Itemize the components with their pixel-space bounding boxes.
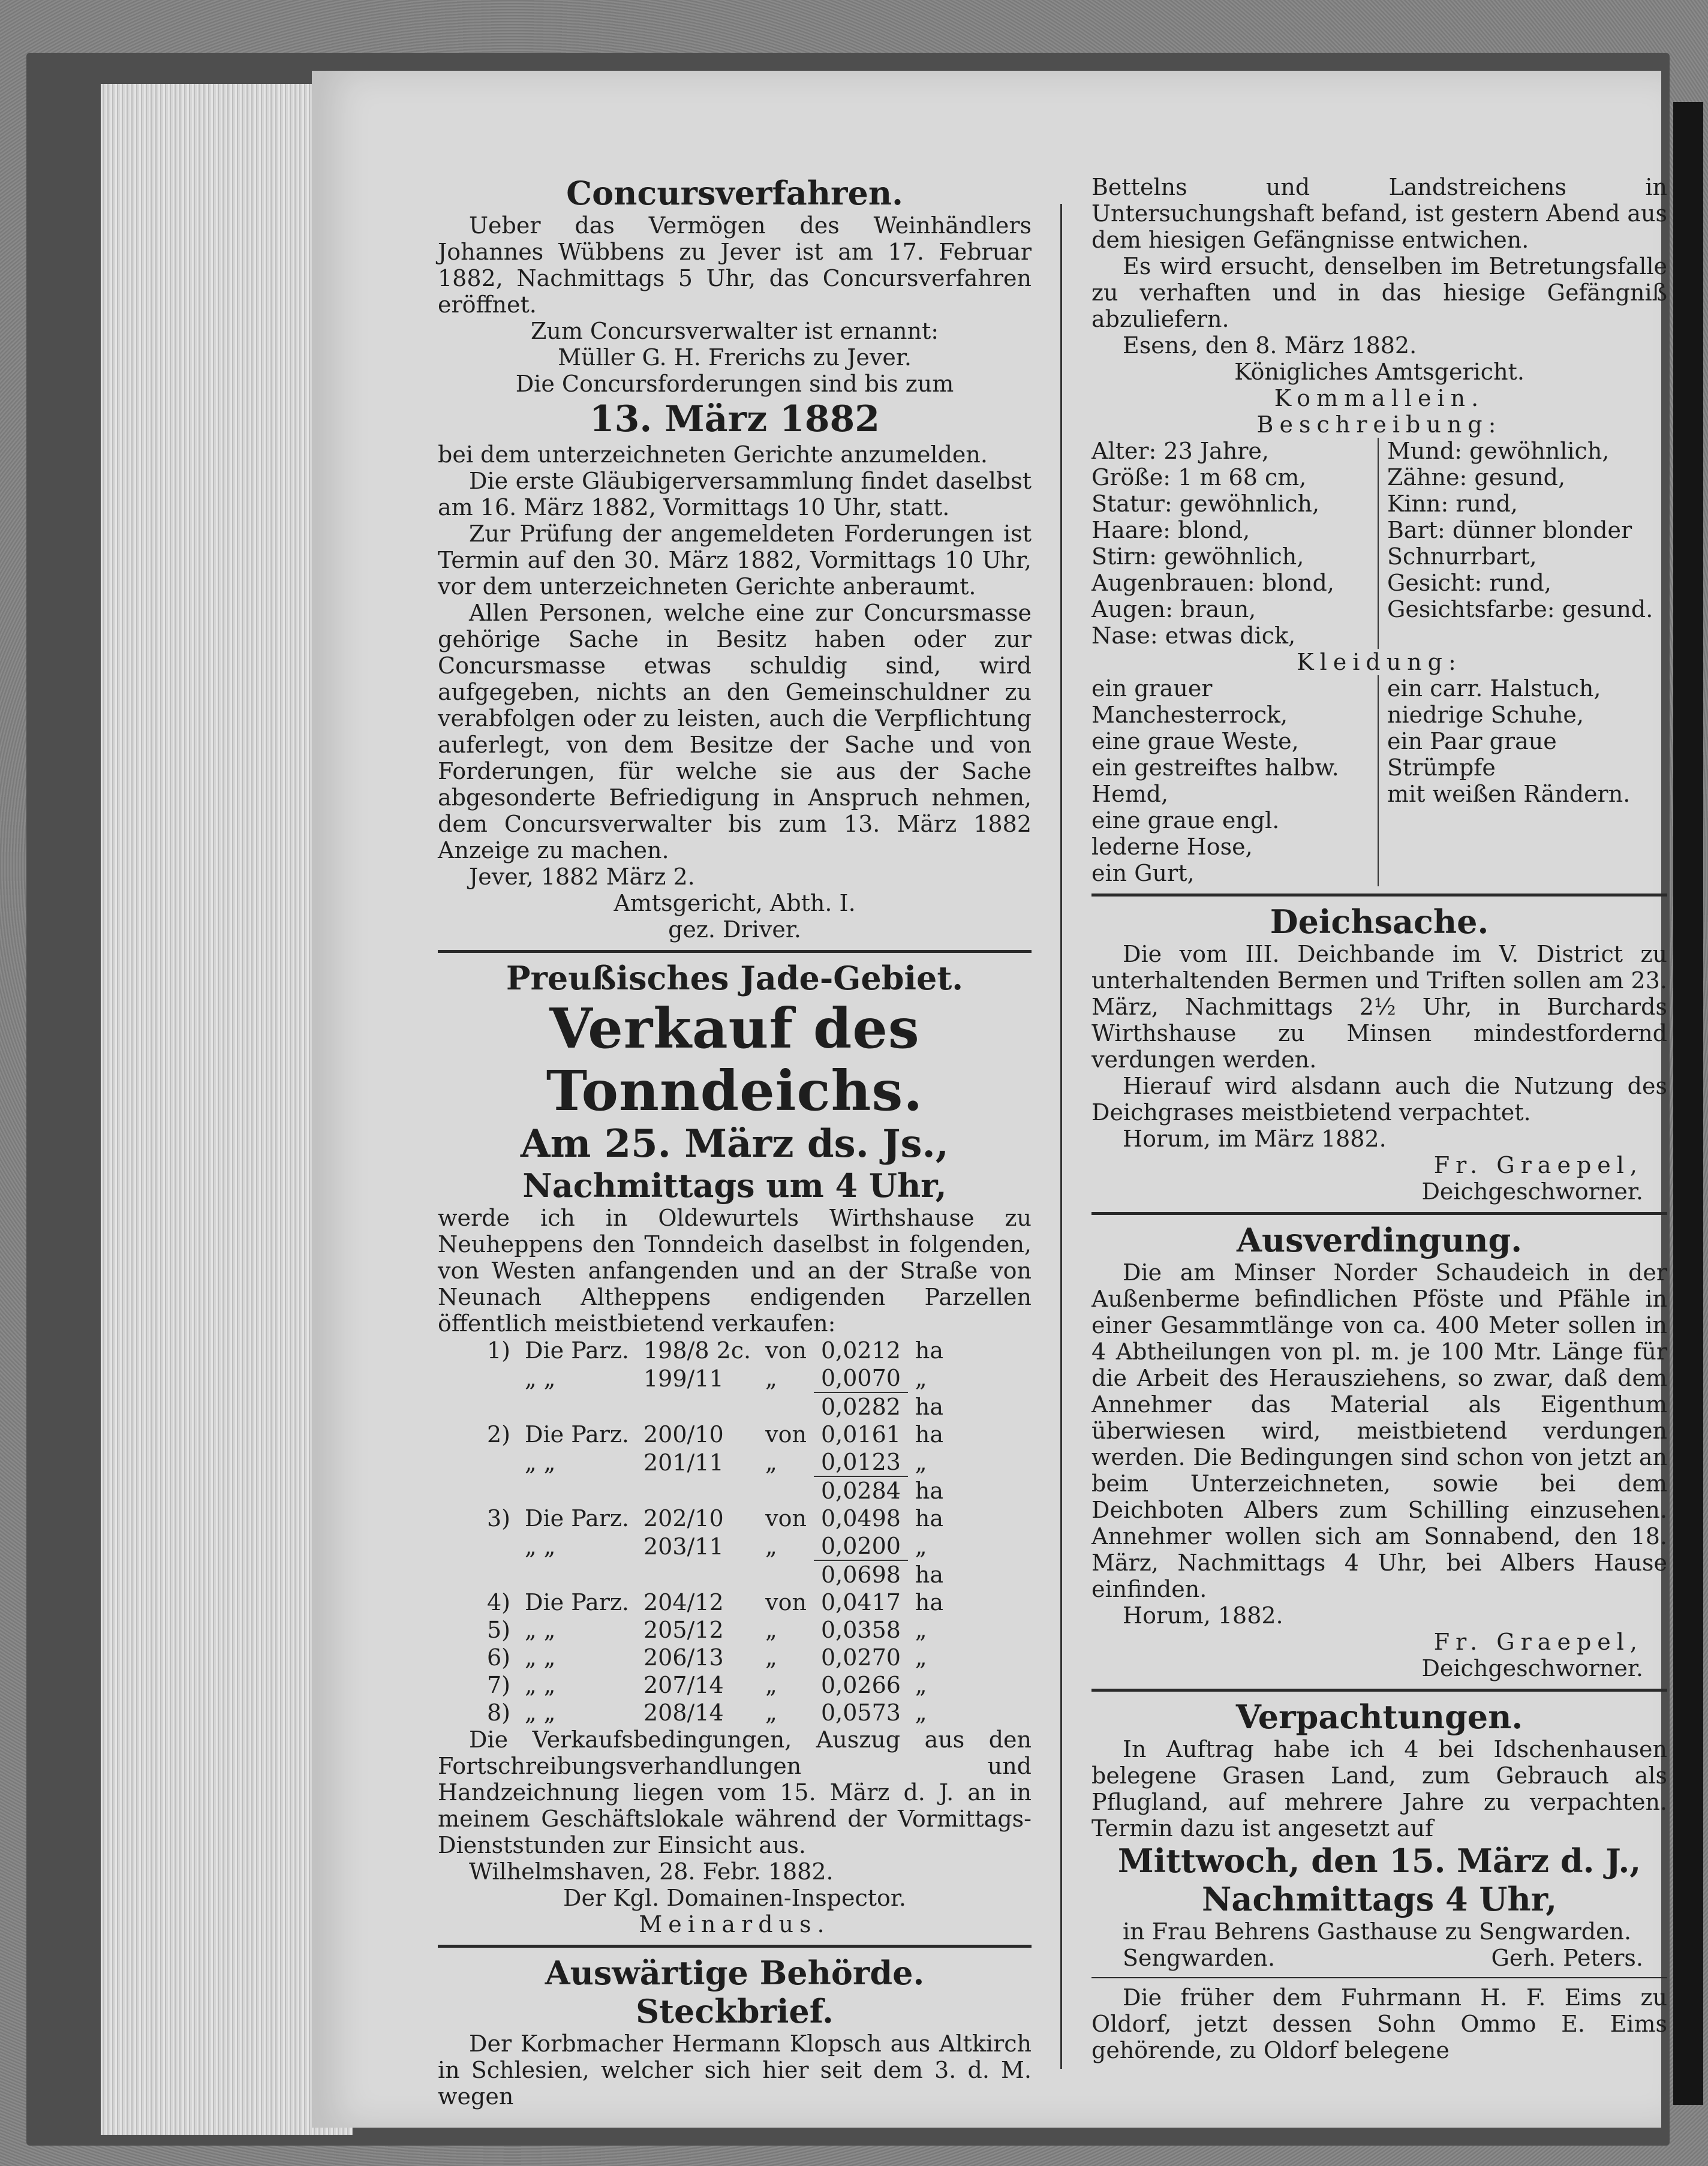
besch-left-item: Größe: 1 m 68 cm, <box>1091 464 1307 491</box>
concurs-p7: Zur Prüfung der angemeldeten Forderungen ist Termin auf den 30. März 1882, Vormittags 10 Uhr, vor dem unterzeichneten Gerichte anberaumt. <box>438 521 1032 600</box>
besch-left-item: Haare: blond, <box>1091 517 1250 543</box>
ausverd-p1: Die am Minser Norder Schaudeich in der Außenberme befindlichen Pföste und Pfähle in einer Gesammtlänge von ca. 400 Meter sollen in 4 Abtheilungen von pl. m. je 100 Mtr. Länge für die Arbeit des Herausziehens, so zwar, daß dem Annehmer das Material als Eigenthum überwiesen wird, meistbietend verdungen werden. Die Bedingungen sind schon von jetzt an beim Unterzeichneten, sowie bei dem Deichboten Albers zum Schilling einzusehen. Annehmer wollen sich am Sonnabend, den 18. März, Nachmittags 4 Uhr, bei Albers Hause einfinden. <box>1091 1259 1667 1602</box>
steck-p1: Bettelns und Landstreichens in Untersuchungshaft befand, ist gestern Abend aus dem hiesigen Gefängnisse entwichen. <box>1091 174 1667 253</box>
parcel-label: Die Parz. <box>525 1505 629 1532</box>
right-column <box>1091 174 1667 2063</box>
parcel-label: Die Parz. <box>525 1337 629 1364</box>
auswaertig-notice <box>438 1954 1032 2110</box>
verpacht-notice <box>1091 1698 1667 1971</box>
parcel-no <box>480 1560 518 1589</box>
ausverd-notice <box>1091 1221 1667 1681</box>
verpacht-place: Sengwarden. <box>1123 1945 1276 1971</box>
deich-title: Deichsache. <box>1270 902 1489 941</box>
concurs-p1: Ueber das Vermögen des Weinhändlers Johannes Wübbens zu Jever ist am 17. Februar 1882, Nachmittags 5 Uhr, das Concursverfahren eröffnet. <box>438 212 1032 318</box>
parcel-row <box>480 1421 951 1448</box>
parcel-row <box>480 1337 951 1364</box>
section-rule-thin <box>1091 1977 1667 1978</box>
tonndeich-title: Verkauf des Tonndeichs. <box>546 996 924 1123</box>
steck-court: Königliches Amtsgericht. <box>1234 359 1524 385</box>
concurs-place: Jever, 1882 März 2. <box>469 864 695 890</box>
parcel-label: Die Parz. <box>525 1589 629 1616</box>
parcel-number: 203/11 <box>643 1533 724 1560</box>
parcel-number: 198/8 2c. <box>643 1337 751 1364</box>
parcel-no: 6) <box>487 1644 511 1671</box>
steckbrief-continued <box>1091 174 1667 886</box>
parcel-number: 201/11 <box>643 1449 724 1476</box>
parcel-number <box>636 1392 758 1421</box>
parcel-row <box>480 1589 951 1616</box>
kleid-right-item: mit weißen Rändern. <box>1387 781 1631 807</box>
parcel-von <box>758 1476 814 1505</box>
steck-p2: Es wird ersucht, denselben im Betretungsfalle zu verhaften und in das hiesige Gefängniß abzuliefern. <box>1091 253 1667 332</box>
parcel-unit: ha <box>915 1589 944 1616</box>
concurs-p6: Die erste Gläubigerversammlung findet daselbst am 16. März 1882, Vormittags 10 Uhr, statt. <box>438 468 1032 521</box>
besch-left-item: Alter: 23 Jahre, <box>1091 438 1269 464</box>
parcel-number: 199/11 <box>643 1365 724 1392</box>
section-rule <box>1091 1212 1667 1215</box>
parcel-hectares: 0,0417 <box>820 1589 901 1616</box>
tonndeich-date2: Nachmittags um 4 Uhr, <box>522 1166 947 1205</box>
last-notice <box>1091 1984 1667 2063</box>
deich-sign: Fr. Graepel, <box>1433 1152 1643 1178</box>
parcel-hectares: 0,0266 <box>820 1672 901 1698</box>
kleid-right-item: ein carr. Halstuch, <box>1387 675 1601 702</box>
parcel-label: „ „ <box>525 1449 556 1476</box>
auswaertig-p1: Der Korbmacher Hermann Klopsch aus Altkirch in Schlesien, welcher sich hier seit dem 3. d. M. wegen <box>438 2030 1032 2110</box>
besch-left-item: Augen: braun, <box>1091 596 1256 622</box>
parcel-unit: „ <box>915 1644 927 1671</box>
parcel-hectares: 0,0270 <box>820 1644 901 1671</box>
concurs-p8: Allen Personen, welche eine zur Concursmasse gehörige Sache in Besitz haben oder zur Concursmasse etwas schuldig sind, wird aufgegeben, nichts an den Gemeinschuldner zu verabfolgen oder zu leisten, auch die Verpflichtung auferlegt, von dem Besitze der Sache und von Forderungen, für welche sie aus der Sache abgesonderte Befriedigung in Anspruch nehmen, dem Concursverwalter bis zum 13. März 1882 Anzeige zu machen. <box>438 600 1032 864</box>
section-rule <box>1091 1689 1667 1692</box>
parcel-unit: „ <box>915 1365 927 1392</box>
parcel-no: 4) <box>487 1589 511 1616</box>
parcel-hectares: 0,0284 <box>814 1476 908 1505</box>
parcel-label: „ „ <box>525 1533 556 1560</box>
parcel-no <box>480 1476 518 1505</box>
steck-place: Esens, den 8. März 1882. <box>1123 332 1417 359</box>
parcel-label: „ „ <box>525 1644 556 1671</box>
parcel-label <box>518 1392 636 1421</box>
parcel-unit: ha <box>915 1421 944 1448</box>
left-column <box>438 174 1032 2110</box>
section-rule <box>438 950 1032 953</box>
tonndeich-sign: Meinardus. <box>639 1911 831 1938</box>
deich-notice <box>1091 902 1667 1205</box>
parcel-no: 3) <box>487 1505 511 1532</box>
besch-right-item: Zähne: gesund, <box>1387 464 1566 491</box>
parcel-von: von <box>765 1421 807 1448</box>
parcel-number: 202/10 <box>643 1505 724 1532</box>
kleid-head: Kleidung: <box>1297 649 1462 675</box>
tonndeich-notice <box>438 959 1032 1938</box>
section-rule <box>438 1945 1032 1948</box>
parcel-number: 207/14 <box>643 1672 724 1698</box>
parcel-von: „ <box>765 1672 777 1698</box>
deich-p1: Die vom III. Deichbande im V. District zu unterhaltenden Bermen und Triften sollen am 23. März, Nachmittags 2½ Uhr, in Burchards Wirthshause zu Minsen mindestfordernd verdungen werden. <box>1091 941 1667 1073</box>
parcel-row <box>480 1476 951 1505</box>
parcel-number: 206/13 <box>643 1644 724 1671</box>
parcel-von: „ <box>765 1644 777 1671</box>
parcel-von <box>758 1392 814 1421</box>
steck-sign: Kommallein. <box>1274 385 1485 411</box>
parcel-label: Die Parz. <box>525 1421 629 1448</box>
besch-head: Beschreibung: <box>1256 411 1502 438</box>
parcel-no <box>480 1448 518 1476</box>
ausverd-title: Ausverdingung. <box>1236 1221 1523 1259</box>
ausverd-sign: Fr. Graepel, <box>1433 1629 1643 1655</box>
besch-left <box>1091 438 1379 649</box>
parcel-row <box>480 1505 951 1532</box>
parcel-unit: „ <box>915 1533 927 1560</box>
verpacht-sign: Gerh. Peters. <box>1491 1945 1643 1971</box>
parcel-unit: ha <box>915 1477 944 1504</box>
parcel-row <box>480 1616 951 1644</box>
besch-right <box>1379 438 1667 649</box>
concurs-p2: Zum Concursverwalter ist ernannt: <box>530 318 939 344</box>
parcel-hectares: 0,0358 <box>820 1617 901 1643</box>
verpacht-date1: Mittwoch, den 15. März d. J., <box>1117 1842 1641 1880</box>
parcel-label <box>518 1476 636 1505</box>
besch-left-item: Nase: etwas dick, <box>1091 622 1296 649</box>
parcel-unit: ha <box>915 1393 944 1420</box>
besch-right-item: Mund: gewöhnlich, <box>1387 438 1610 464</box>
parcel-label: „ „ <box>525 1672 556 1698</box>
tonndeich-p2: Die Verkaufsbedingungen, Auszug aus den Fortschreibungsverhandlungen und Handzeichnung liegen vom 15. März d. J. an in meinem Geschäftslokale während der Vormittags-Dienststunden zur Einsicht aus. <box>438 1726 1032 1858</box>
deich-place: Horum, im März 1882. <box>1123 1126 1387 1152</box>
concurs-court: Amtsgericht, Abth. I. <box>614 890 856 916</box>
parcel-von: „ <box>765 1617 777 1643</box>
parcel-label: „ „ <box>525 1617 556 1643</box>
besch-left-item: Stirn: gewöhnlich, <box>1091 543 1304 570</box>
parcel-row <box>480 1392 951 1421</box>
auswaertig-sub: Steckbrief. <box>636 1992 834 2030</box>
besch-right-item: Gesichtsfarbe: gesund. <box>1387 596 1653 622</box>
parcel-label: „ „ <box>525 1365 556 1392</box>
parcel-von: „ <box>765 1365 777 1392</box>
parcel-hectares: 0,0573 <box>820 1699 901 1726</box>
parcel-row <box>480 1448 951 1476</box>
parcel-von: „ <box>765 1699 777 1726</box>
kleid-right-item: niedrige Schuhe, <box>1387 702 1584 728</box>
concurs-date-big: 13. März 1882 <box>589 398 880 440</box>
parcel-unit: ha <box>915 1505 944 1532</box>
parcel-unit: „ <box>915 1449 927 1476</box>
concurs-p5: bei dem unterzeichneten Gerichte anzumelden. <box>438 441 988 468</box>
concurs-sign: gez. Driver. <box>668 916 801 943</box>
tonndeich-p1: werde ich in Oldewurtels Wirthshause zu Neuheppens den Tonndeich daselbst in folgenden, von Westen anfangenden und an der Straße von Neunach Altheppens endigenden Parzellen öffentlich meistbietend verkaufen: <box>438 1205 1032 1337</box>
verpacht-p1: In Auftrag habe ich 4 bei Idschenhausen belegene Grasen Land, zum Gebrauch als Pflugland, auf mehrere Jahre zu verpachten. Termin dazu ist angesetzt auf <box>1091 1736 1667 1842</box>
besch-left-item: Statur: gewöhnlich, <box>1091 491 1320 517</box>
besch-right-item: Kinn: rund, <box>1387 491 1518 517</box>
parcel-row <box>480 1671 951 1699</box>
last-p1: Die früher dem Fuhrmann H. F. Eims zu Oldorf, jetzt dessen Sohn Ommo E. Eims gehörende, zu Oldorf belegene <box>1091 1984 1667 2063</box>
parcel-von <box>758 1560 814 1589</box>
parcel-von: von <box>765 1589 807 1616</box>
parcel-row <box>480 1532 951 1560</box>
verpacht-title: Verpachtungen. <box>1235 1698 1523 1736</box>
kleid-left <box>1091 675 1379 886</box>
verpacht-signline <box>1091 1945 1667 1971</box>
parcel-row <box>480 1364 951 1392</box>
besch-right-item: Bart: dünner blonder <box>1387 517 1632 543</box>
book-spine <box>1673 102 1703 2105</box>
parcel-hectares: 0,0123 <box>820 1449 901 1475</box>
ausverd-place: Horum, 1882. <box>1123 1602 1283 1629</box>
parcel-number: 208/14 <box>643 1699 724 1726</box>
parcel-hectares: 0,0282 <box>814 1392 908 1421</box>
parcel-unit: „ <box>915 1672 927 1698</box>
ausverd-role: Deichgeschworner. <box>1421 1655 1643 1681</box>
parcel-no: 7) <box>487 1672 511 1698</box>
parcel-no: 2) <box>487 1421 511 1448</box>
parcel-number <box>636 1560 758 1589</box>
besch-left-item: Augenbrauen: blond, <box>1091 570 1334 596</box>
verpacht-date2: Nachmittags 4 Uhr, <box>1201 1880 1557 1918</box>
parcel-unit: ha <box>915 1337 944 1364</box>
parcel-von: von <box>765 1337 807 1364</box>
kleid-table <box>1091 675 1667 886</box>
deich-role: Deichgeschworner. <box>1421 1178 1643 1205</box>
verpacht-p2: in Frau Behrens Gasthause zu Sengwarden. <box>1123 1918 1632 1945</box>
section-rule <box>1091 894 1667 897</box>
besch-right-item: Gesicht: rund, <box>1387 570 1551 596</box>
parcel-von: „ <box>765 1449 777 1476</box>
tonndeich-role: Der Kgl. Domainen-Inspector. <box>563 1885 906 1911</box>
parcel-von: von <box>765 1505 807 1532</box>
concurs-p4: Die Concursforderungen sind bis zum <box>515 371 954 397</box>
parcel-label: „ „ <box>525 1699 556 1726</box>
parcel-no <box>480 1364 518 1392</box>
parcel-unit: „ <box>915 1617 927 1643</box>
parcel-no: 1) <box>487 1337 511 1364</box>
tonndeich-date1: Am 25. März ds. Js., <box>520 1121 949 1166</box>
kleid-left-item: ein Gurt, <box>1091 860 1195 886</box>
parcel-no <box>480 1532 518 1560</box>
besch-right-item: Schnurrbart, <box>1387 543 1537 570</box>
deich-p2: Hierauf wird alsdann auch die Nutzung des Deichgrases meistbietend verpachtet. <box>1091 1073 1667 1126</box>
concurs-title: Concursverfahren. <box>566 174 903 212</box>
parcel-table <box>480 1337 951 1726</box>
parcel-hectares: 0,0161 <box>820 1421 901 1448</box>
parcel-hectares: 0,0070 <box>820 1365 901 1391</box>
concurs-notice <box>438 174 1032 943</box>
parcel-hectares: 0,0698 <box>814 1560 908 1589</box>
auswaertig-title: Auswärtige Behörde. <box>545 1954 925 1992</box>
concurs-p3: Müller G. H. Frerichs zu Jever. <box>558 344 912 371</box>
column-divider <box>1060 204 1062 2069</box>
parcel-von: „ <box>765 1533 777 1560</box>
parcel-number: 205/12 <box>643 1617 724 1643</box>
tonndeich-place: Wilhelmshaven, 28. Febr. 1882. <box>469 1858 834 1885</box>
parcel-row <box>480 1560 951 1589</box>
kleid-left-item: ein gestreiftes halbw. Hemd, <box>1091 754 1339 807</box>
kleid-right-item: ein Paar graue Strümpfe <box>1387 728 1557 781</box>
besch-table <box>1091 438 1667 649</box>
parcel-hectares: 0,0498 <box>820 1505 901 1532</box>
parcel-number: 204/12 <box>643 1589 724 1616</box>
parcel-no: 8) <box>487 1699 511 1726</box>
parcel-row <box>480 1699 951 1726</box>
kleid-left-item: eine graue engl. lederne Hose, <box>1091 807 1280 860</box>
parcel-no <box>480 1392 518 1421</box>
kleid-right <box>1379 675 1667 886</box>
parcel-unit: „ <box>915 1699 927 1726</box>
parcel-label <box>518 1560 636 1589</box>
parcel-row <box>480 1644 951 1671</box>
kleid-left-item: eine graue Weste, <box>1091 728 1299 754</box>
parcel-hectares: 0,0212 <box>820 1337 901 1364</box>
tonndeich-header: Preußisches Jade-Gebiet. <box>506 959 964 997</box>
parcel-no: 5) <box>487 1617 511 1643</box>
kleid-left-item: ein grauer Manchesterrock, <box>1091 675 1288 728</box>
parcel-hectares: 0,0200 <box>820 1533 901 1559</box>
parcel-number <box>636 1476 758 1505</box>
parcel-number: 200/10 <box>643 1421 724 1448</box>
parcel-unit: ha <box>915 1561 944 1588</box>
